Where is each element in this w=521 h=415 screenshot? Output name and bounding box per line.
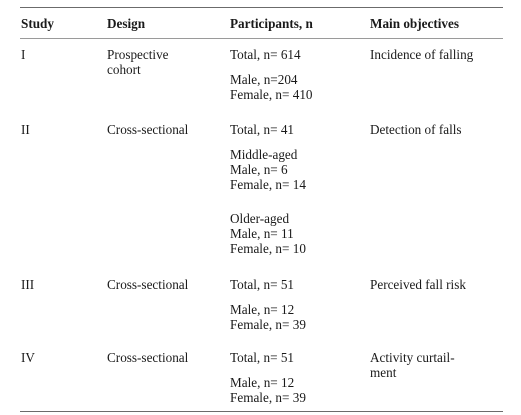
study-design: Prospective cohort — [107, 47, 169, 77]
study-id: II — [21, 122, 30, 137]
main-objective: Detection of falls — [370, 122, 462, 137]
participants-older-aged: Older-aged Male, n= 11 Female, n= 10 — [230, 211, 306, 256]
main-objective: Activity curtail- ment — [370, 350, 455, 380]
study-id: IV — [21, 350, 35, 365]
table-top-rule — [20, 7, 503, 8]
participants-total: Total, n= 51 — [230, 350, 295, 365]
participants-total: Total, n= 614 — [230, 47, 301, 62]
header-study: Study — [21, 16, 54, 31]
participants-breakdown: Male, n= 12 Female, n= 39 — [230, 302, 306, 332]
table-bottom-rule — [20, 411, 503, 412]
participants-breakdown: Male, n= 12 Female, n= 39 — [230, 375, 306, 405]
participants-total: Total, n= 41 — [230, 122, 295, 137]
study-id: I — [21, 47, 26, 62]
header-participants: Participants, n — [230, 16, 313, 31]
header-rule — [20, 38, 503, 39]
study-design: Cross-sectional — [107, 277, 189, 292]
participants-middle-aged: Middle-aged Male, n= 6 Female, n= 14 — [230, 147, 306, 192]
participants-breakdown: Male, n=204 Female, n= 410 — [230, 72, 313, 102]
main-objective: Perceived fall risk — [370, 277, 466, 292]
header-design: Design — [107, 16, 146, 31]
study-design: Cross-sectional — [107, 350, 189, 365]
header-objectives: Main objectives — [370, 16, 459, 31]
participants-total: Total, n= 51 — [230, 277, 295, 292]
study-id: III — [21, 277, 35, 292]
study-design: Cross-sectional — [107, 122, 189, 137]
main-objective: Incidence of falling — [370, 47, 474, 62]
